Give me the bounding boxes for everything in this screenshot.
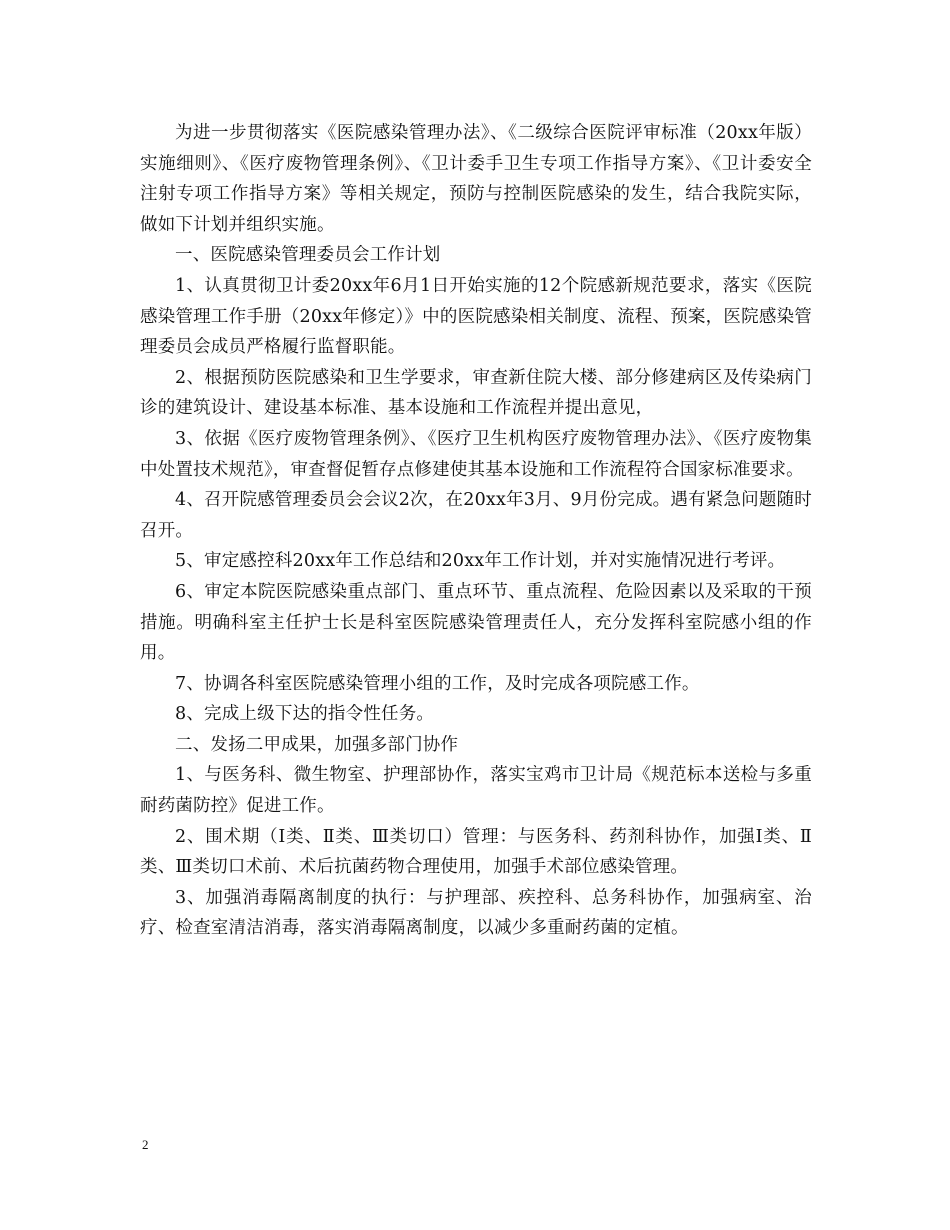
intro-paragraph: 为进一步贯彻落实《医院感染管理办法》、《二级综合医院评审标准（20xx年版）实施细则》、《医疗废物管理条例》、《卫计委手卫生专项工作指导方案》、《卫计委安全注射专项工作指导方案》等相关规定，预防与控制医院感染的发生，结合我院实际，做如下计划并组织实施。 [140, 123, 812, 235]
page-number: 2 [142, 1137, 149, 1152]
list-item: 1、与医务科、微生物室、护理部协作，落实宝鸡市卫计局《规范标本送检与多重耐药菌防控》促进工作。 [140, 765, 812, 817]
list-item: 2、根据预防医院感染和卫生学要求，审查新住院大楼、部分修建病区及传染病门诊的建筑设计、建设基本标准、基本设施和工作流程并提出意见， [140, 367, 812, 419]
document-body [140, 118, 812, 944]
list-item: 7、协调各科室医院感染管理小组的工作，及时完成各项院感工作。 [175, 673, 700, 694]
list-item: 5、审定感控科20xx年工作总结和20xx年工作计划，并对实施情况进行考评。 [175, 551, 786, 572]
section-heading-committee-plan: 一、医院感染管理委员会工作计划 [175, 245, 441, 266]
list-item: 8、完成上级下达的指令性任务。 [175, 704, 435, 725]
list-item: 3、加强消毒隔离制度的执行：与护理部、疾控科、总务科协作，加强病室、治疗、检查室清洁消毒，落实消毒隔离制度，以减少多重耐药菌的定植。 [140, 887, 812, 939]
list-item: 3、依据《医疗废物管理条例》、《医疗卫生机构医疗废物管理办法》、《医疗废物集中处置技术规范》，审查督促暂存点修建使其基本设施和工作流程符合国家标准要求。 [140, 428, 812, 480]
list-item: 1、认真贯彻卫计委20xx年6月1日开始实施的12个院感新规范要求，落实《医院感染管理工作手册（20xx年修定）》中的医院感染相关制度、流程、预案，医院感染管理委员会成员严格履行监督职能。 [140, 275, 812, 358]
list-item: 4、召开院感管理委员会会议2次，在20xx年3月、9月份完成。遇有紧急问题随时召开。 [140, 490, 812, 541]
section-heading-collaboration: 二、发扬二甲成果，加强多部门协作 [175, 734, 459, 755]
list-item: 6、审定本院医院感染重点部门、重点环节、重点流程、危险因素以及采取的干预措施。明确科室主任护士长是科室医院感染管理责任人，充分发挥科室院感小组的作用。 [140, 581, 812, 664]
list-item: 2、围术期（Ⅰ类、Ⅱ类、Ⅲ类切口）管理：与医务科、药剂科协作，加强Ⅰ类、Ⅱ类、Ⅲ类切口术前、术后抗菌药物合理使用，加强手术部位感染管理。 [140, 826, 812, 878]
